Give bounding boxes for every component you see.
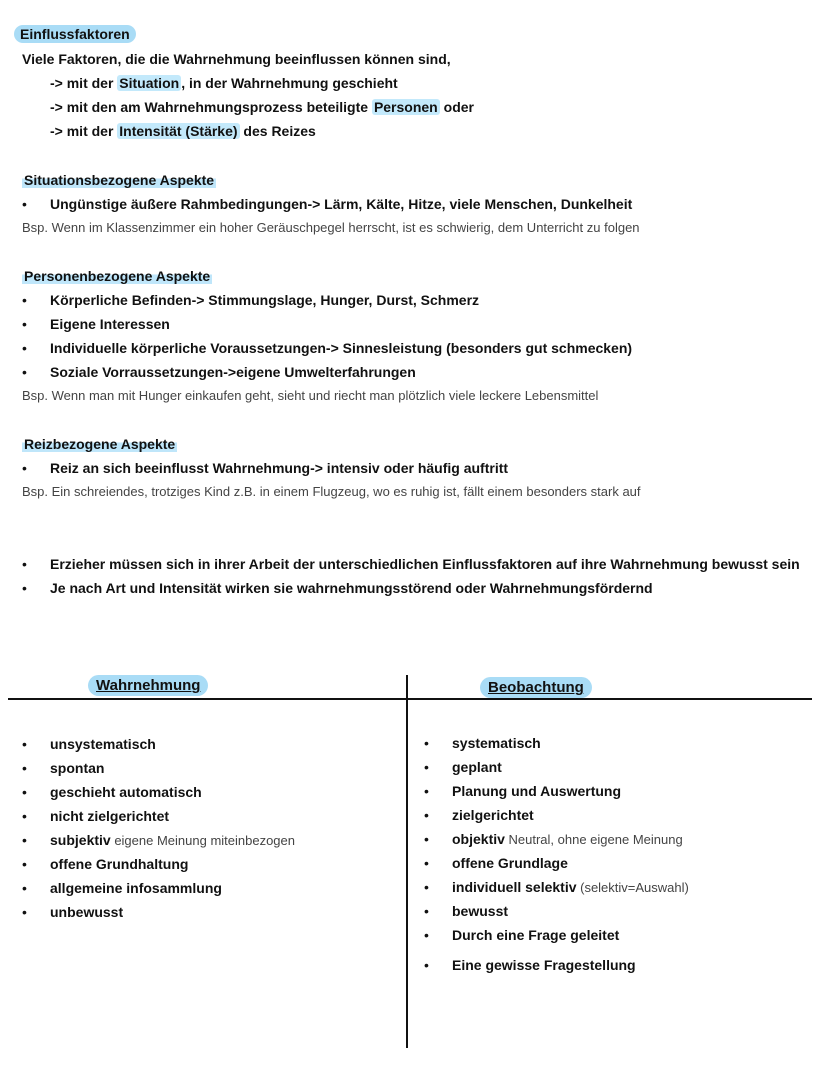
intro-line-2-after: oder [439, 99, 474, 115]
right-column-item [424, 957, 636, 975]
list-item [22, 316, 170, 334]
bullet-icon: • [22, 880, 27, 896]
column-item-note: Neutral, ohne eigene Meinung [504, 832, 683, 847]
intro-sentence: Viele Faktoren, die die Wahrnehmung beeinflussen können sind, [22, 51, 451, 67]
bullet-icon: • [424, 831, 429, 847]
column-item-text: Planung und Auswertung [452, 783, 622, 799]
column-item-note: eigene Meinung miteinbezogen [110, 833, 296, 848]
column-item-text: geschieht automatisch [50, 784, 202, 800]
list-item-text: Körperliche Befinden-> Stimmungslage, Hunger, Durst, Schmerz [50, 292, 480, 308]
column-item-text: objektiv [452, 831, 505, 847]
column-item-text: zielgerichtet [452, 807, 534, 823]
bullet-icon: • [22, 904, 27, 920]
bullet-icon: • [424, 879, 429, 895]
right-column-item [424, 759, 502, 777]
right-column-item [424, 927, 619, 945]
summary-text: Je nach Art und Intensität wirken sie wahrnehmungsstörend oder Wahrnehmungsfördernd [50, 580, 653, 596]
list-item-text: Reiz an sich beeinflusst Wahrnehmung-> intensiv oder häufig auftritt [50, 460, 509, 476]
summary-text: Erzieher müssen sich in ihrer Arbeit der unterschiedlichen Einflussfaktoren auf ihre Wahrnehmung bewusst sein [50, 556, 800, 572]
intro-line-1-after: , in der Wahrnehmung geschieht [181, 75, 398, 91]
bullet-icon: • [424, 903, 429, 919]
right-column-item [424, 831, 683, 849]
bullet-icon: • [22, 460, 27, 476]
column-item-text: systematisch [452, 735, 541, 751]
summary-item [22, 580, 653, 598]
column-item-text: nicht zielgerichtet [50, 808, 170, 824]
column-title-wahrnehmung [88, 677, 208, 694]
intro-line-1-before: -> mit der [50, 75, 118, 91]
intro-line-1 [50, 75, 398, 91]
column-item-text: bewusst [452, 903, 509, 919]
bullet-icon: • [22, 736, 27, 752]
column-item-text: Eine gewisse Fragestellung [452, 957, 636, 973]
section-title-einflussfaktoren [14, 26, 136, 42]
column-item-text: spontan [50, 760, 105, 776]
bullet-icon: • [424, 855, 429, 871]
column-item-text: allgemeine infosammlung [50, 880, 222, 896]
left-column-item [22, 736, 156, 754]
person-title-text: Personenbezogene Aspekte [24, 268, 211, 284]
column-item-text: unbewusst [50, 904, 124, 920]
bullet-icon: • [22, 856, 27, 872]
bullet-icon: • [424, 927, 429, 943]
column-item-text: subjektiv [50, 832, 111, 848]
section-title-stimulus [22, 436, 177, 452]
bullet-icon: • [424, 957, 429, 973]
person-example: Bsp. Wenn man mit Hunger einkaufen geht, sieht und riecht man plötzlich viele leckere Lebensmittel [22, 388, 599, 403]
list-item-text: Individuelle körperliche Voraussetzungen-> Sinnesleistung (besonders gut schmecken) [50, 340, 633, 356]
bullet-icon: • [424, 735, 429, 751]
column-item-text: individuell selektiv [452, 879, 577, 895]
list-item [22, 196, 632, 214]
right-column-item [424, 783, 621, 801]
right-title-text: Beobachtung [480, 677, 592, 698]
left-column-item [22, 880, 222, 898]
column-title-beobachtung [480, 679, 592, 696]
left-column-item [22, 856, 188, 874]
right-column-item [424, 879, 689, 897]
bullet-icon: • [22, 556, 27, 572]
column-item-text: geplant [452, 759, 502, 775]
right-column-item [424, 807, 534, 825]
bullet-icon: • [22, 292, 27, 308]
stimulus-title-text: Reizbezogene Aspekte [24, 436, 176, 452]
right-column-item [424, 735, 541, 753]
section-title-person [22, 268, 212, 284]
bullet-icon: • [424, 807, 429, 823]
bullet-icon: • [22, 196, 27, 212]
stimulus-example: Bsp. Ein schreiendes, trotziges Kind z.B. in einem Flugzeug, wo es ruhig ist, fällt einem besonders stark auf [22, 484, 641, 499]
left-column-item [22, 808, 169, 826]
bullet-icon: • [22, 784, 27, 800]
left-column-item [22, 904, 123, 922]
intro-line-3-after: des Reizes [239, 123, 316, 139]
column-item-text: offene Grundlage [452, 855, 568, 871]
left-column-item [22, 760, 104, 778]
list-item-text: Eigene Interessen [50, 316, 170, 332]
bullet-icon: • [22, 364, 27, 380]
bullet-icon: • [22, 340, 27, 356]
right-column-item [424, 903, 508, 921]
bullet-icon: • [424, 783, 429, 799]
situation-example: Bsp. Wenn im Klassenzimmer ein hoher Geräuschpegel herrscht, ist es schwierig, dem Unterricht zu folgen [22, 220, 640, 235]
intro-line-3-before: -> mit der [50, 123, 118, 139]
list-item [22, 364, 416, 382]
table-horizontal-divider [8, 698, 812, 700]
left-title-text: Wahrnehmung [88, 675, 208, 696]
column-item-text: Durch eine Frage geleitet [452, 927, 620, 943]
intro-line-2 [50, 99, 474, 115]
intro-line-3 [50, 123, 316, 139]
list-item [22, 460, 508, 478]
summary-item [22, 556, 800, 574]
list-item [22, 340, 632, 358]
intro-line-3-mark: Intensität (Stärke) [119, 123, 238, 139]
list-item [22, 292, 479, 310]
left-column-item [22, 832, 295, 850]
situation-title-text: Situationsbezogene Aspekte [24, 172, 215, 188]
bullet-icon: • [424, 759, 429, 775]
right-column-item [424, 855, 568, 873]
column-item-text: unsystematisch [50, 736, 156, 752]
list-item-text: Soziale Vorraussetzungen->eigene Umwelterfahrungen [50, 364, 416, 380]
bullet-icon: • [22, 580, 27, 596]
intro-line-2-mark: Personen [373, 99, 438, 115]
bullet-icon: • [22, 316, 27, 332]
intro-line-2-before: -> mit den am Wahrnehmungsprozess beteiligte [50, 99, 372, 115]
bullet-icon: • [22, 808, 27, 824]
intro-line-1-mark: Situation [119, 75, 180, 91]
bullet-icon: • [22, 832, 27, 848]
column-item-note: (selektiv=Auswahl) [576, 880, 689, 895]
section-title-situation [22, 172, 216, 188]
list-item-text: Ungünstige äußere Rahmbedingungen-> Lärm, Kälte, Hitze, viele Menschen, Dunkelheit [50, 196, 633, 212]
title-text: Einflussfaktoren [14, 25, 136, 43]
left-column-item [22, 784, 202, 802]
table-vertical-divider [406, 675, 408, 1048]
column-item-text: offene Grundhaltung [50, 856, 189, 872]
bullet-icon: • [22, 760, 27, 776]
